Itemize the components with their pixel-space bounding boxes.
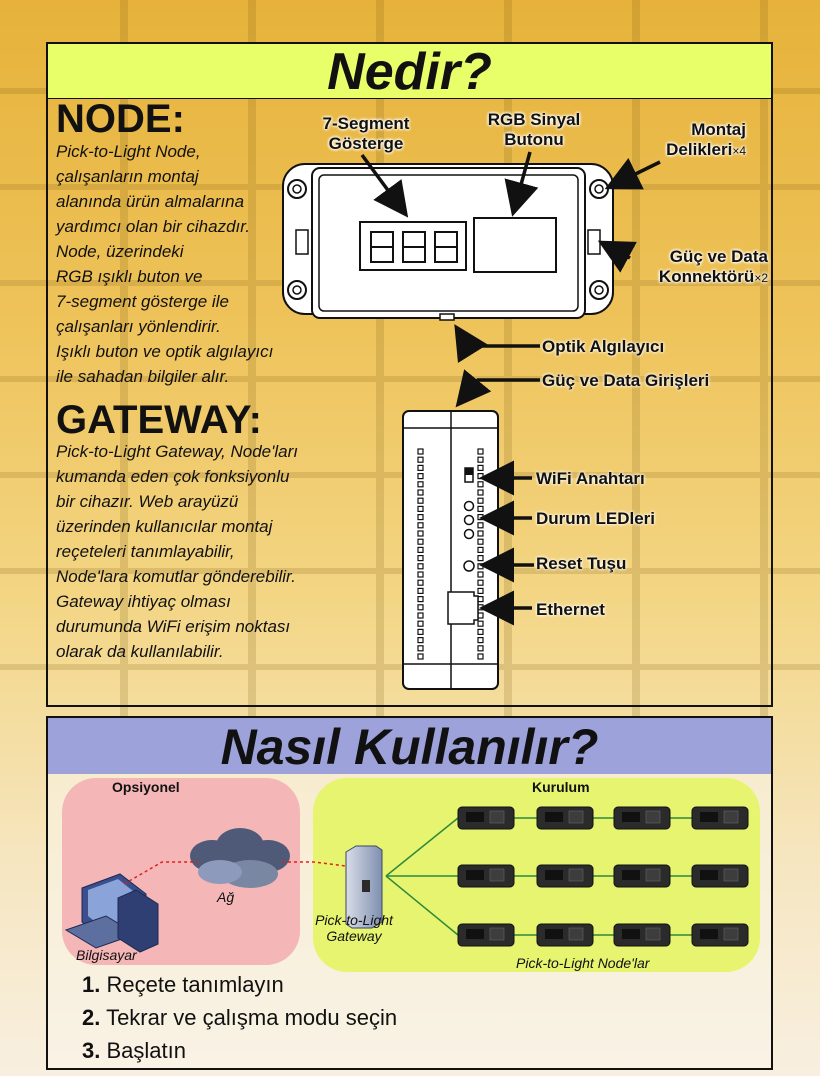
node-box-icon	[692, 924, 748, 946]
node-box-icon	[537, 924, 593, 946]
gateway-heading: GATEWAY:	[56, 398, 262, 442]
node-box-icon	[614, 807, 670, 829]
node-box-icon	[537, 807, 593, 829]
computer-label: Bilgisayar	[76, 947, 137, 963]
node-box-icon	[458, 924, 514, 946]
node-box-icon	[458, 807, 514, 829]
setup-title: Kurulum	[532, 779, 590, 795]
node-box-icon	[692, 807, 748, 829]
node-box-icon	[458, 865, 514, 887]
network-label: Ağ	[217, 889, 235, 905]
nasil-title: Nasıl Kullanılır?	[48, 718, 771, 774]
segment-display-label: 7-Segment Gösterge	[322, 114, 410, 153]
gateway-description: Pick-to-Light Gateway, Node'ları kumanda eden çok fonksiyonlu bir cihazır. Web arayüzü üzerinden kullanıcılar montaj reçeteleri tanımlayabilir, Node'lara komutlar gönderebilir. Gateway ihtiyaç olması durumunda WiFi erişim noktası olarak da kullanılabilir.	[56, 442, 298, 661]
wifi-switch-label: WiFi Anahtarı	[536, 469, 645, 488]
reset-button-label: Reset Tuşu	[536, 554, 627, 573]
node-box-icon	[692, 865, 748, 887]
network-cloud-icon	[190, 828, 290, 888]
node-heading: NODE:	[56, 97, 185, 141]
node-box-icon	[614, 865, 670, 887]
mounting-holes-label: Montaj Delikleri×4	[666, 120, 746, 159]
node-box-icon	[537, 865, 593, 887]
node-description: Pick-to-Light Node, çalışanların montaj alanında ürün almalarına yardımcı olan bir cihazdır. Node, üzerindeki RGB ışıklı buton ve 7-segment gösterge ile çalışanları yönlendirir. Işıklı buton ve optik algılayıcı ile sahadan bilgiler alır.	[56, 142, 274, 386]
nodes-label: Pick-to-Light Node'lar	[516, 955, 650, 971]
gateway-inputs-label: Güç ve Data Girişleri	[542, 371, 710, 390]
step-1: 1. Reçete tanımlayın	[82, 972, 284, 997]
step-3: 3. Başlatın	[82, 1038, 186, 1063]
status-leds-label: Durum LEDleri	[536, 509, 656, 528]
optic-sensor-label: Optik Algılayıcı	[542, 337, 665, 356]
step-2: 2. Tekrar ve çalışma modu seçin	[82, 1005, 398, 1030]
gateway-mini-label: Pick-to-Light Gateway	[315, 912, 393, 944]
ethernet-label: Ethernet	[536, 600, 605, 619]
nedir-title: Nedir?	[48, 44, 771, 99]
node-box-icon	[614, 924, 670, 946]
connector-label: Güç ve Data Konnektörü×2	[658, 247, 768, 286]
optional-title: Opsiyonel	[112, 779, 180, 795]
rgb-button-label: RGB Sinyal Butonu	[487, 110, 581, 149]
computer-icon	[66, 874, 158, 952]
